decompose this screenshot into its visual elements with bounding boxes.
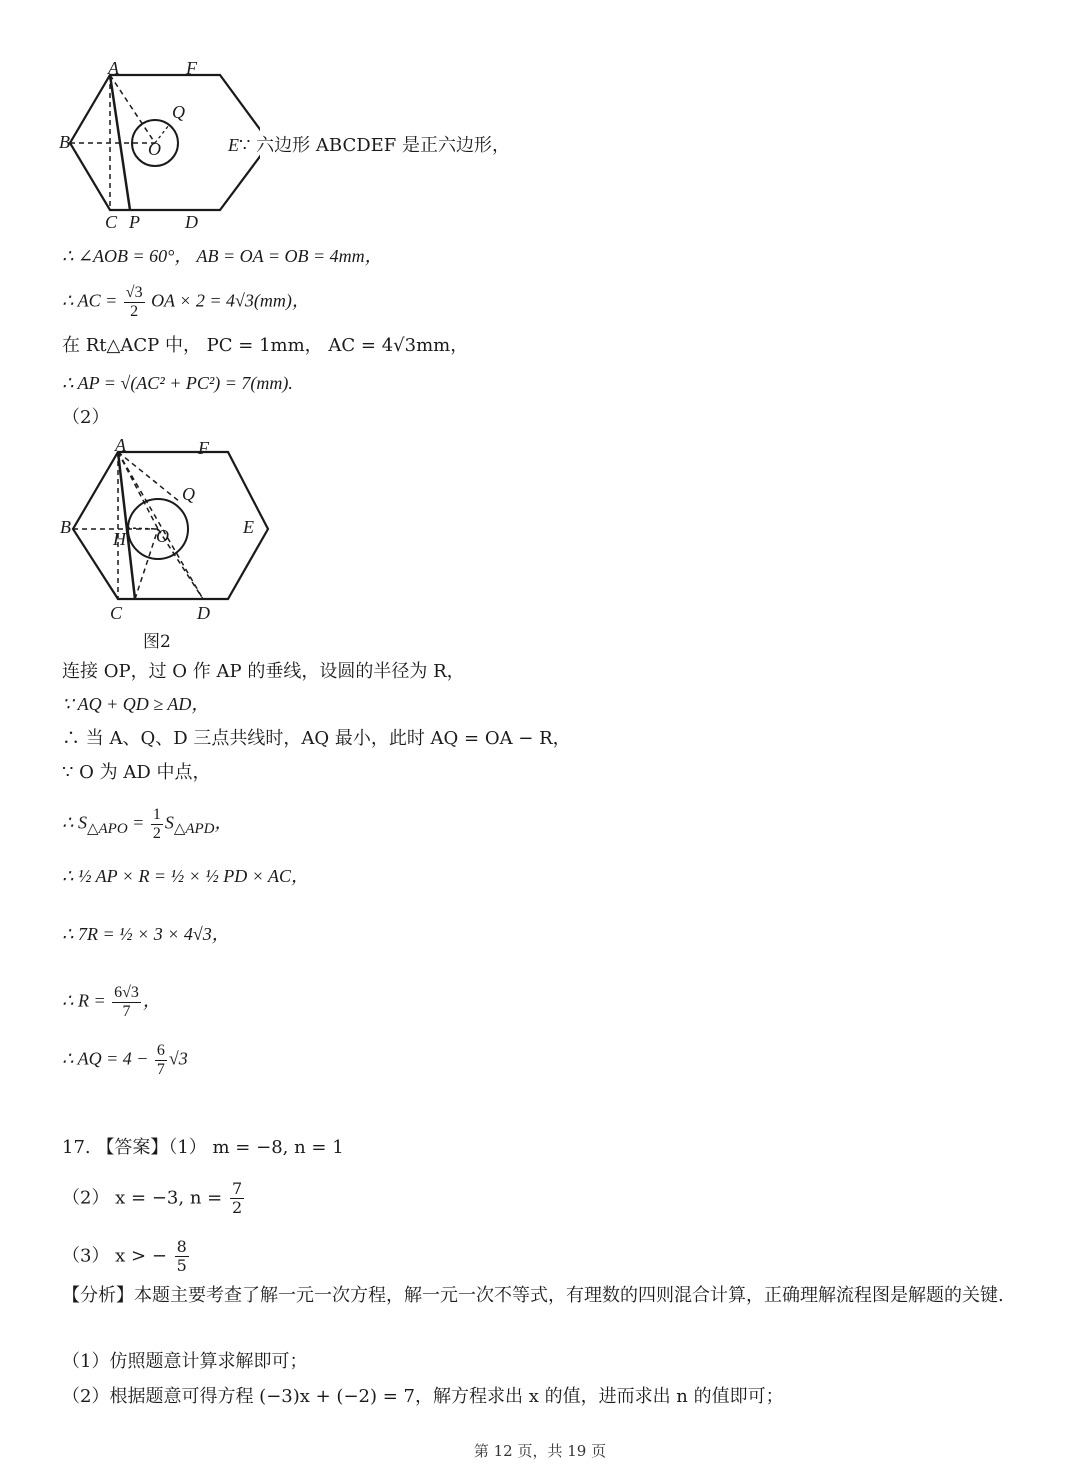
fig2-label-f: F [198,438,209,458]
q17-a2-num: 7 [231,1179,243,1198]
area-subscript-apd: △APD [173,821,215,838]
fig2-label-a: A [115,435,126,455]
solution-step-1: 连接 OP，过 O 作 AP 的垂线，设圆的半径为 R， [62,661,465,682]
area-half-den: 2 [152,825,161,842]
aq-prefix: ∴ AQ = 4 − [62,1048,149,1069]
fig1-label-b: B [59,132,70,152]
area-subscript-apo: △APO [86,821,128,838]
solution-step-2: ∵ AQ + QD ≥ AD， [62,694,210,714]
r-fraction [112,984,141,1021]
ac-suffix: OA × 2 = 4√3(mm)， [151,290,310,311]
part-2-label: （2） [62,407,110,428]
fig2-label-d: D [197,603,210,622]
ac-fraction-den: 2 [130,303,139,320]
aq-fraction [155,1042,167,1079]
q17-method-2: （2）根据题意可得方程 (−3)x + (−2) = 7，解方程求出 x 的值，进而求出 n 的值即可； [62,1386,784,1407]
solution-step-3: ∴ 当 A、Q、D 三点共线时，AQ 最小，此时 AQ = OA − R， [62,728,571,749]
q17-a3-den: 5 [176,1256,187,1275]
area-comma: ， [214,812,233,833]
fig2-label-e: E [243,517,254,537]
ac-prefix: ∴ AC = [62,290,118,311]
solution-step-9 [62,1042,188,1079]
fig1-label-a: A [108,58,119,78]
q17-answer-3 [62,1238,191,1275]
area-s-left: ∴ S [62,812,87,833]
ap-result-line: ∴ AP = √(AC² + PC²) = 7(mm). [62,373,293,393]
r-prefix: ∴ R = [62,990,106,1011]
r-fraction-num: 6√3 [114,984,139,1001]
fig1-label-q: Q [172,102,185,122]
fig2-label-b: B [60,517,71,537]
fig1-label-d: D [185,212,198,232]
q17-a3-num: 8 [176,1237,187,1256]
right-triangle-line: 在 Rt△ACP 中， PC = 1mm， AC = 4√3mm， [62,335,469,356]
fig1-label-c: C [105,212,118,232]
solution-step-8 [62,984,161,1021]
fig1-label-o: O [148,139,161,159]
area-half-num: 1 [152,806,161,823]
page-footer: 第 12 页，共 19 页 [473,1442,607,1460]
fig2-label-q: Q [182,484,195,504]
aq-suffix: √3 [168,1048,188,1069]
solution-step-5 [62,806,233,843]
hexagon-figure-2 [55,432,270,622]
fig1-label-f: F [186,58,197,78]
ac-length-line [62,284,310,321]
figure-2-caption: 图2 [143,632,171,652]
aq-fraction-den: 7 [156,1061,165,1078]
fig2-label-h: H [113,529,126,549]
r-comma: ， [142,990,161,1011]
q17-a3-prefix: （3） x > − [62,1245,167,1267]
q17-method-1: （1）仿照题意计算求解即可； [62,1351,308,1372]
q17-a2-prefix: （2） x = −3, n = [62,1187,223,1209]
solution-step-6: ∴ ½ AP × R = ½ × ½ PD × AC， [62,866,310,886]
area-half-fraction [151,806,163,843]
fig1-label-p: P [129,212,140,232]
fig1-label-e: E [228,135,239,155]
q17-analysis: 【分析】本题主要考查了解一元一次方程，解一元一次不等式，有理数的四则混合计算，正确理解流程图是解题的关键. [62,1285,1004,1306]
fig2-label-o: O [156,526,169,546]
q17-a2-fraction [230,1180,244,1217]
r-fraction-den: 7 [122,1003,131,1020]
fig2-label-c: C [110,603,123,622]
q17-answer-heading: 17. 【答案】（1） m = −8, n = 1 [62,1137,344,1158]
area-s-right: S [164,812,174,833]
q17-a3-fraction [175,1238,189,1275]
ac-fraction [124,284,145,321]
solution-step-7: ∴ 7R = ½ × 3 × 4√3， [62,924,230,944]
hexagon-statement: ∵ 六边形 ABCDEF 是正六边形， [239,135,511,156]
ac-fraction-num: √3 [125,284,143,301]
q17-a2-den: 2 [231,1198,243,1217]
angle-statement: ∴ ∠AOB = 60°， AB = OA = OB = 4mm， [62,246,383,266]
aq-fraction-num: 6 [156,1042,165,1059]
solution-step-4: ∵ O 为 AD 中点， [62,762,211,783]
q17-answer-2 [62,1180,246,1217]
area-equals: = [127,812,149,833]
